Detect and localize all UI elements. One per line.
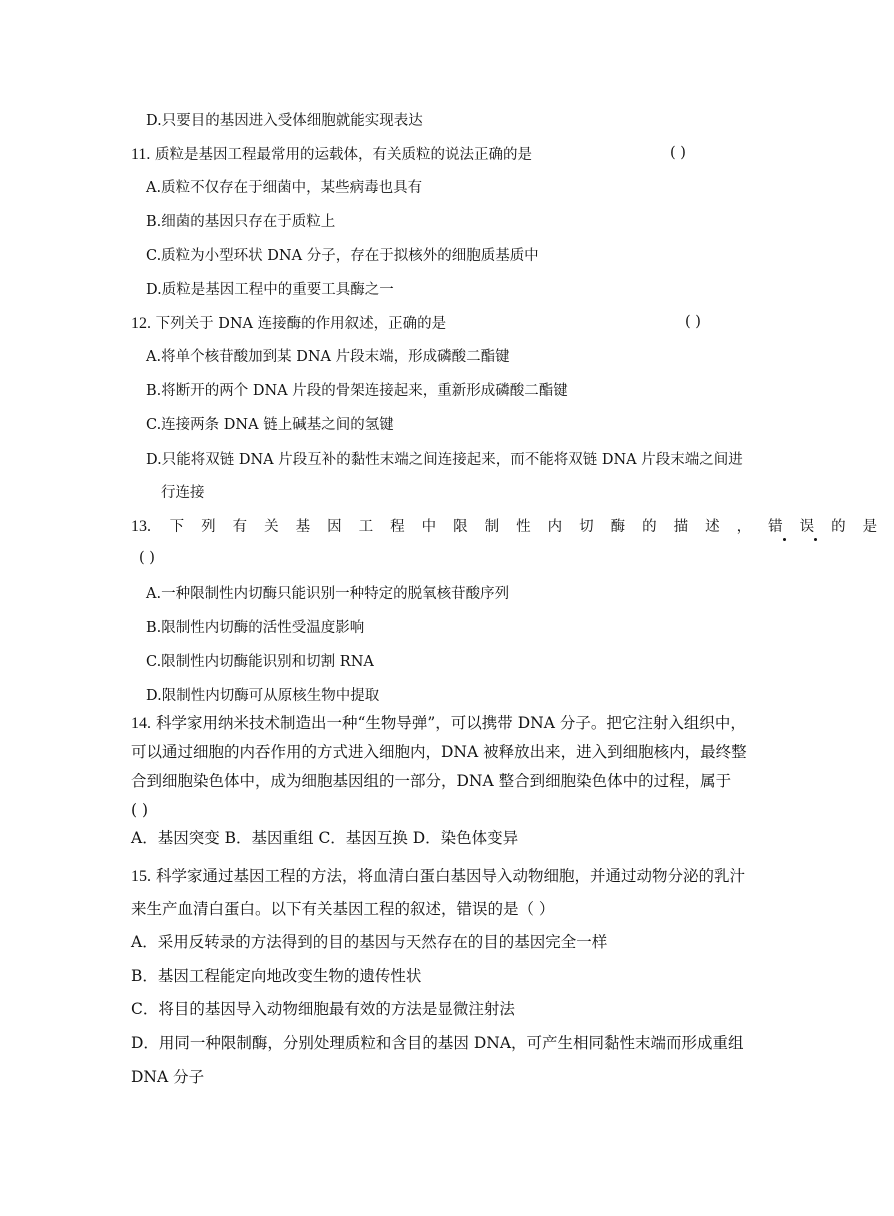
q11-answer-paren: ( ) — [670, 145, 686, 161]
q12-stem-text: 下列关于 DNA 连接酶的作用叙述，正确的是 — [155, 316, 447, 332]
q15-stem-line-2: 来生产血清白蛋白。以下有关基因工程的叙述，错误的是（ ） — [131, 900, 555, 918]
q12-number: 12. — [131, 315, 151, 332]
q12-option-a: A.将单个核苷酸加到某 DNA 片段末端，形成磷酸二酯键 — [146, 349, 510, 365]
q14-options: A．基因突变 B．基因重组 C．基因互换 D．染色体变异 — [131, 829, 519, 847]
q13-number: 13. — [131, 518, 151, 535]
q15-option-b: B．基因工程能定向地改变生物的遗传性状 — [131, 967, 422, 985]
q15-stem-line-1 — [131, 866, 745, 887]
q14-stem-line-1 — [131, 713, 746, 734]
q15-option-c: C．将目的基因导入动物细胞最有效的方法是显微注射法 — [131, 1000, 515, 1018]
q12-answer-paren: ( ) — [685, 314, 701, 330]
q11-stem-text: 质粒是基因工程最常用的运载体，有关质粒的说法正确的是 — [155, 147, 533, 163]
q11-option-c: C.质粒为小型环状 DNA 分子，存在于拟核外的细胞质基质中 — [146, 248, 539, 264]
q14-answer-paren: ( ) — [131, 801, 149, 819]
q11-option-b: B.细菌的基因只存在于质粒上 — [146, 214, 336, 230]
q13-stem-text-2: 的是 — [831, 519, 894, 535]
q12-option-c: C.连接两条 DNA 链上碱基之间的氢键 — [146, 417, 394, 433]
q12-option-d-continued: 行连接 — [161, 485, 205, 501]
q12-stem — [131, 314, 446, 334]
q12-option-d: D.只能将双链 DNA 片段互补的黏性末端之间连接起来，而不能将双链 DNA 片段末端之间进 — [146, 452, 743, 468]
q13-option-c: C.限制性内切酶能识别和切割 RNA — [146, 654, 374, 670]
q11-stem — [131, 145, 532, 165]
q10-option-d: D.只要目的基因进入受体细胞就能实现表达 — [146, 113, 423, 129]
q14-stem-line-2: 可以通过细胞的内吞作用的方式进入细胞内，DNA 被释放出来，进入到细胞核内，最终整 — [131, 743, 747, 761]
q13-stem — [131, 517, 894, 537]
q11-option-a: A.质粒不仅存在于细菌中，某些病毒也具有 — [146, 180, 423, 196]
q12-option-b: B.将断开的两个 DNA 片段的骨架连接起来，重新形成磷酸二酯键 — [146, 383, 568, 399]
q13-option-d: D.限制性内切酶可从原核生物中提取 — [146, 688, 380, 704]
q13-emphasis-2: 误 — [799, 519, 832, 535]
q14-stem-text-1: 科学家用纳米技术制造出一种“生物导弹”，可以携带 DNA 分子。把它注射入组织中， — [155, 714, 746, 732]
q11-option-d: D.质粒是基因工程中的重要工具酶之一 — [146, 282, 394, 298]
q13-answer-paren: ( ) — [139, 550, 155, 566]
q15-stem-text-1: 科学家通过基因工程的方法，将血清白蛋白基因导入动物细胞，并通过动物分泌的乳汁 — [155, 867, 745, 885]
q13-option-a: A.一种限制性内切酶只能识别一种特定的脱氧核苷酸序列 — [146, 586, 510, 602]
q14-stem-line-3: 合到细胞染色体中，成为细胞基因组的一部分，DNA 整合到细胞染色体中的过程，属于 — [131, 772, 732, 790]
q13-emphasis-1: 错 — [768, 519, 800, 535]
q14-number: 14. — [131, 715, 151, 732]
q11-number: 11. — [131, 146, 151, 163]
q15-option-d: D．用同一种限制酶，分别处理质粒和含目的基因 DNA，可产生相同黏性末端而形成重组 — [131, 1034, 744, 1052]
q15-number: 15. — [131, 868, 151, 885]
q15-option-a: A．采用反转录的方法得到的目的基因与天然存在的目的基因完全一样 — [131, 933, 608, 951]
q15-option-d-continued: DNA 分子 — [131, 1068, 205, 1086]
q13-option-b: B.限制性内切酶的活性受温度影响 — [146, 620, 365, 636]
q13-stem-text-1: 下列有关基因工程中限制性内切酶的描述， — [169, 519, 769, 535]
